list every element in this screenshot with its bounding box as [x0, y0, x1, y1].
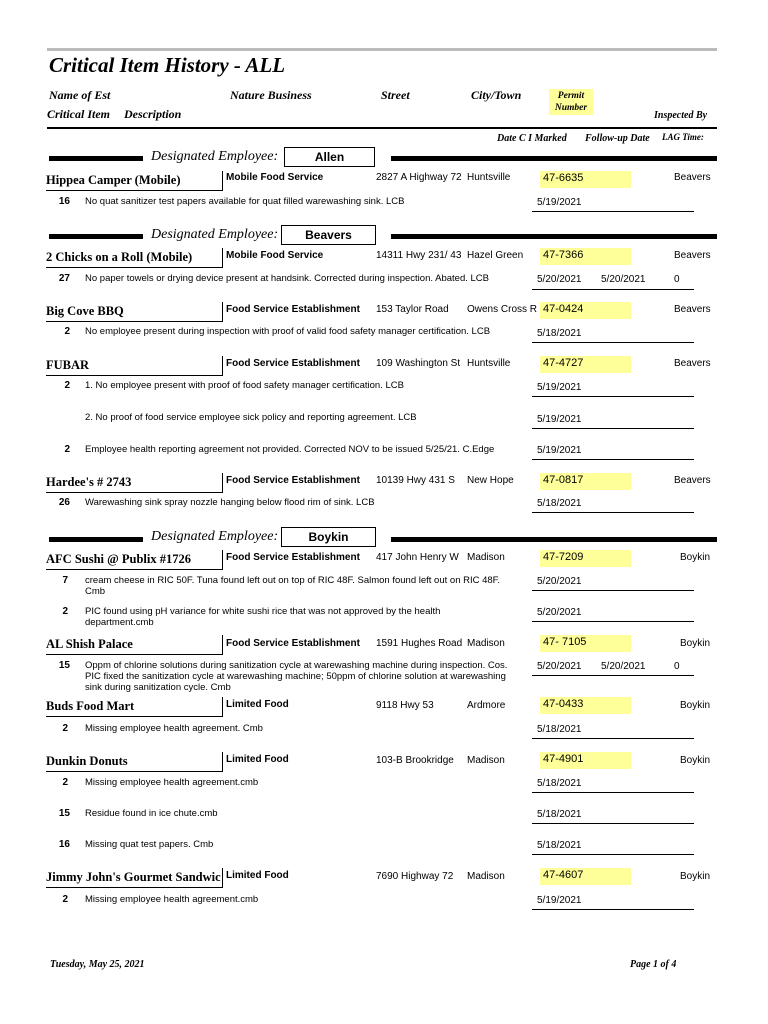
header-follow-up-date: Follow-up Date — [585, 133, 650, 144]
permit-number: 47-7366 — [543, 249, 584, 261]
permit-number: 47-0433 — [543, 698, 584, 710]
nature-business: Food Service Establishment — [226, 304, 360, 315]
date-rule — [532, 909, 694, 910]
street: 7690 Highway 72 — [376, 871, 454, 882]
top-rule — [47, 48, 717, 51]
permit-number: 47-4727 — [543, 357, 584, 369]
employee-name-allen: Allen — [284, 147, 375, 167]
city: Ardmore — [467, 700, 506, 711]
header-description: Description — [124, 107, 182, 121]
date-rule — [532, 854, 694, 855]
establishment-name: Big Cove BBQ — [46, 302, 223, 322]
critical-item-description: No paper towels or drying device present at handsink. Corrected during inspection. Abated. LCB — [85, 273, 489, 284]
date-ci-marked: 5/18/2021 — [537, 778, 582, 789]
inspector: Beavers — [674, 172, 711, 183]
employee-bar-left — [49, 234, 143, 239]
street: 1591 Hughes Road — [376, 638, 463, 649]
inspector: Beavers — [674, 475, 711, 486]
date-rule — [532, 396, 694, 397]
critical-item-number: 16 — [58, 839, 70, 850]
critical-item-number: 16 — [58, 196, 70, 207]
critical-item-description: No employee present during inspection with proof of valid food safety manager certification. LCB — [85, 326, 491, 337]
critical-item-number: 2 — [64, 444, 70, 455]
city: Huntsville — [467, 358, 511, 369]
nature-business: Food Service Establishment — [226, 358, 360, 369]
date-rule — [532, 792, 694, 793]
nature-business: Mobile Food Service — [226, 250, 324, 261]
footer-date: Tuesday, May 25, 2021 — [50, 959, 145, 970]
header-permit-number-text: Permit Number — [554, 91, 588, 113]
date-ci-marked: 5/20/2021 — [537, 576, 582, 587]
inspector: Beavers — [674, 358, 711, 369]
date-ci-marked: 5/18/2021 — [537, 809, 582, 820]
header-date-ci-marked: Date C I Marked — [497, 133, 567, 144]
date-ci-marked: 5/18/2021 — [537, 724, 582, 735]
date-rule — [532, 459, 694, 460]
inspector: Boykin — [680, 755, 711, 766]
date-ci-marked: 5/18/2021 — [537, 498, 582, 509]
follow-up-date: 5/20/2021 — [601, 274, 646, 285]
date-rule — [532, 675, 694, 676]
critical-item-description: Residue found in ice chute.cmb — [85, 808, 218, 819]
critical-item-number: 2 — [62, 894, 68, 905]
permit-number: 47-7209 — [543, 551, 584, 563]
establishment-name: Buds Food Mart — [46, 697, 223, 717]
critical-item-description: Missing quat test papers. Cmb — [85, 839, 214, 850]
designated-employee-label: Designated Employee: — [151, 529, 279, 544]
establishment-name: Dunkin Donuts — [46, 752, 223, 772]
header-name-of-est: Name of Est — [49, 88, 111, 102]
city: Madison — [467, 638, 505, 649]
date-ci-marked: 5/19/2021 — [537, 445, 582, 456]
date-ci-marked: 5/20/2021 — [537, 661, 582, 672]
critical-item-description: Missing employee health agreement.cmb — [85, 777, 259, 788]
header-rule — [47, 127, 717, 129]
critical-item-number: 7 — [62, 575, 68, 586]
establishment-name: 2 Chicks on a Roll (Mobile) — [46, 248, 223, 268]
date-ci-marked: 5/20/2021 — [537, 274, 582, 285]
permit-number: 47- 7105 — [543, 636, 587, 648]
critical-item-number: 26 — [58, 497, 70, 508]
street: 103-B Brookridge — [376, 755, 454, 766]
permit-number: 47-4901 — [543, 753, 584, 765]
lag-time: 0 — [674, 274, 680, 285]
critical-item-number: 15 — [58, 808, 70, 819]
designated-employee-label: Designated Employee: — [151, 149, 279, 164]
critical-item-description: cream cheese in RIC 50F. Tuna found left out on top of RIC 48F. Salmon found left out on RIC 48F. Cmb — [85, 575, 501, 597]
date-ci-marked: 5/19/2021 — [537, 382, 582, 393]
street: 109 Washington St — [376, 358, 461, 369]
designated-employee-label: Designated Employee: — [151, 227, 279, 242]
inspector: Boykin — [680, 871, 711, 882]
follow-up-date: 5/20/2021 — [601, 661, 646, 672]
header-street: Street — [381, 88, 410, 102]
street: 417 John Henry W — [376, 552, 459, 563]
city: Madison — [467, 871, 505, 882]
date-rule — [532, 590, 694, 591]
inspector: Beavers — [674, 304, 711, 315]
header-city-town: City/Town — [471, 88, 522, 102]
date-ci-marked: 5/19/2021 — [537, 197, 582, 208]
establishment-name: Hardee's # 2743 — [46, 473, 223, 493]
nature-business: Mobile Food Service — [226, 172, 324, 183]
employee-bar-right — [391, 537, 717, 542]
date-ci-marked: 5/20/2021 — [537, 607, 582, 618]
establishment-name: FUBAR — [46, 356, 223, 376]
critical-item-description: Oppm of chlorine solutions during sanitization cycle at warewashing machine during inspection. Cos. PIC fixed the sanitization cycle at warewashing machine; 50ppm of chlorine solution at warewashing sink during sanitization cycle. Cmb — [85, 660, 508, 693]
critical-item-description: 1. No employee present with proof of food safety manager certification. LCB — [85, 380, 404, 391]
establishment-name: Hippea Camper (Mobile) — [46, 171, 223, 191]
date-ci-marked: 5/19/2021 — [537, 895, 582, 906]
critical-item-number: 27 — [58, 273, 70, 284]
city: Owens Cross R — [467, 304, 538, 315]
city: Madison — [467, 755, 505, 766]
establishment-name: Jimmy John's Gourmet Sandwic — [46, 868, 223, 888]
inspector: Boykin — [680, 638, 711, 649]
report-title: Critical Item History - ALL — [49, 53, 286, 77]
nature-business: Limited Food — [226, 754, 289, 765]
header-lag-time: LAG Time: — [662, 132, 704, 142]
employee-name-beavers: Beavers — [281, 225, 376, 245]
critical-item-description: Missing employee health agreement.cmb — [85, 894, 259, 905]
lag-time: 0 — [674, 661, 680, 672]
header-critical-item: Critical Item — [47, 107, 110, 121]
city: New Hope — [467, 475, 514, 486]
critical-item-number: 2 — [64, 380, 70, 391]
date-rule — [532, 289, 694, 290]
employee-bar-left — [49, 156, 143, 161]
critical-item-description: Warewashing sink spray nozzle hanging below flood rim of sink. LCB — [85, 497, 375, 508]
header-permit-number — [549, 89, 593, 115]
critical-item-description: Employee health reporting agreement not provided. Corrected NOV to be issued 5/25/21. C.Edge — [85, 444, 495, 455]
critical-item-number: 2 — [64, 326, 70, 337]
date-rule — [532, 211, 694, 212]
critical-item-description: PIC found using pH variance for white sushi rice that was not approved by the health department.cmb — [85, 606, 441, 628]
nature-business: Food Service Establishment — [226, 475, 360, 486]
establishment-name: AFC Sushi @ Publix #1726 — [46, 550, 223, 570]
date-rule — [532, 512, 694, 513]
street: 14311 Hwy 231/ 43 — [376, 250, 462, 261]
inspector: Boykin — [680, 552, 711, 563]
street: 153 Taylor Road — [376, 304, 449, 315]
employee-name-boykin: Boykin — [281, 527, 376, 547]
city: Huntsville — [467, 172, 511, 183]
critical-item-number: 2 — [62, 606, 68, 617]
header-inspected-by: Inspected By — [654, 110, 708, 121]
nature-business: Food Service Establishment — [226, 552, 360, 563]
city: Hazel Green — [467, 250, 524, 261]
date-rule — [532, 823, 694, 824]
street: 9118 Hwy 53 — [376, 700, 434, 711]
date-rule — [532, 738, 694, 739]
date-ci-marked: 5/19/2021 — [537, 414, 582, 425]
employee-bar-right — [391, 156, 717, 161]
footer-page: Page 1 of 4 — [630, 959, 677, 970]
inspector: Beavers — [674, 250, 711, 261]
date-ci-marked: 5/18/2021 — [537, 840, 582, 851]
critical-item-number: 15 — [58, 660, 70, 671]
date-rule — [532, 621, 694, 622]
inspector: Boykin — [680, 700, 711, 711]
establishment-name: AL Shish Palace — [46, 635, 223, 655]
city: Madison — [467, 552, 505, 563]
permit-number: 47-0817 — [543, 474, 584, 486]
nature-business: Food Service Establishment — [226, 638, 360, 649]
critical-item-description: 2. No proof of food service employee sick policy and reporting agreement. LCB — [85, 412, 417, 423]
date-ci-marked: 5/18/2021 — [537, 328, 582, 339]
critical-item-description: No quat sanitizer test papers available for quat filled warewashing sink. LCB — [85, 196, 405, 207]
date-rule — [532, 342, 694, 343]
street: 2827 A Highway 72 — [376, 172, 462, 183]
critical-item-number: 2 — [62, 777, 68, 788]
critical-item-number: 2 — [62, 723, 68, 734]
street: 10139 Hwy 431 S — [376, 475, 455, 486]
date-rule — [532, 428, 694, 429]
header-nature-business: Nature Business — [230, 88, 312, 102]
nature-business: Limited Food — [226, 870, 289, 881]
permit-number: 47-4607 — [543, 869, 584, 881]
permit-number: 47-0424 — [543, 303, 584, 315]
employee-bar-left — [49, 537, 143, 542]
employee-bar-right — [391, 234, 717, 239]
nature-business: Limited Food — [226, 699, 289, 710]
critical-item-description: Missing employee health agreement. Cmb — [85, 723, 263, 734]
permit-number: 47-6635 — [543, 172, 584, 184]
